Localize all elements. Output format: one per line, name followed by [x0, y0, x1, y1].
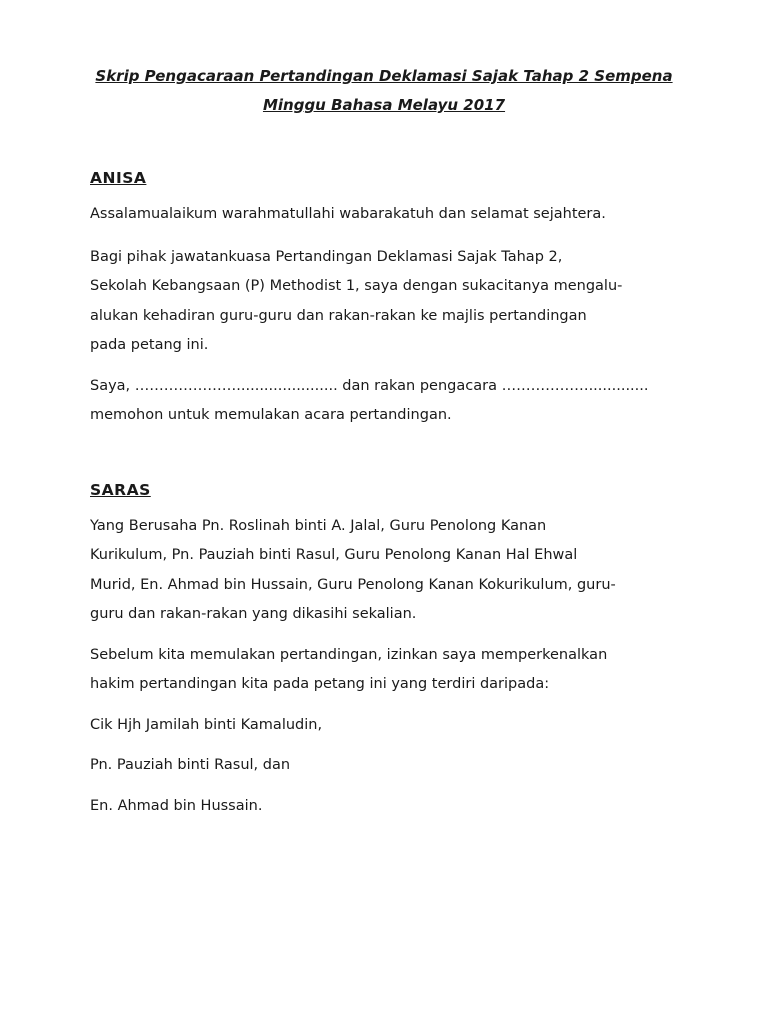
- judge-name: Cik Hjh Jamilah binti Kamaludin,: [90, 716, 323, 733]
- anisa-welcome-paragraph: [90, 243, 678, 361]
- paragraph-line: pada petang ini.: [90, 337, 209, 353]
- anisa-intro-paragraph: [90, 372, 678, 431]
- judge-name: Pn. Pauziah binti Rasul, dan: [90, 757, 291, 773]
- speaker-heading-anisa: ANISA: [90, 169, 147, 187]
- saras-greeting-paragraph: [90, 512, 678, 630]
- paragraph-line: Kurikulum, Pn. Pauziah binti Rasul, Guru Penolong Kanan Hal Ehwal: [90, 547, 578, 563]
- title-line-1: Skrip Pengacaraan Pertandingan Deklamasi Sajak Tahap 2 Sempena: [95, 67, 673, 85]
- paragraph-line: hakim pertandingan kita pada petang ini yang terdiri daripada:: [90, 676, 550, 692]
- paragraph-line: guru dan rakan-rakan yang dikasihi sekalian.: [90, 606, 417, 622]
- paragraph-line: alukan kehadiran guru-guru dan rakan-rakan ke majlis pertandingan: [90, 307, 587, 324]
- paragraph-line: Sebelum kita memulakan pertandingan, izinkan saya memperkenalkan: [90, 646, 608, 663]
- anisa-greeting: Assalamualaikum warahmatullahi wabarakatuh dan selamat sejahtera.: [90, 206, 606, 222]
- title-line-2: Minggu Bahasa Melayu 2017: [262, 96, 506, 114]
- paragraph-line: memohon untuk memulakan acara pertandingan.: [90, 407, 452, 423]
- paragraph-line: Yang Berusaha Pn. Roslinah binti A. Jalal, Guru Penolong Kanan: [90, 517, 547, 534]
- judge-name: En. Ahmad bin Hussain.: [90, 797, 263, 814]
- paragraph-line: Murid, En. Ahmad bin Hussain, Guru Penolong Kanan Kokurikulum, guru-: [90, 576, 616, 593]
- saras-judges-intro-paragraph: [90, 641, 678, 700]
- paragraph-line: Saya, …………………...................... dan rakan pengacara ……………….............: [90, 377, 649, 394]
- speaker-heading-saras: SARAS: [90, 480, 151, 499]
- paragraph-line: Sekolah Kebangsaan (P) Methodist 1, saya dengan sukacitanya mengalu-: [90, 278, 623, 294]
- document-title: [80, 62, 688, 120]
- paragraph-line: Bagi pihak jawatankuasa Pertandingan Deklamasi Sajak Tahap 2,: [90, 248, 563, 265]
